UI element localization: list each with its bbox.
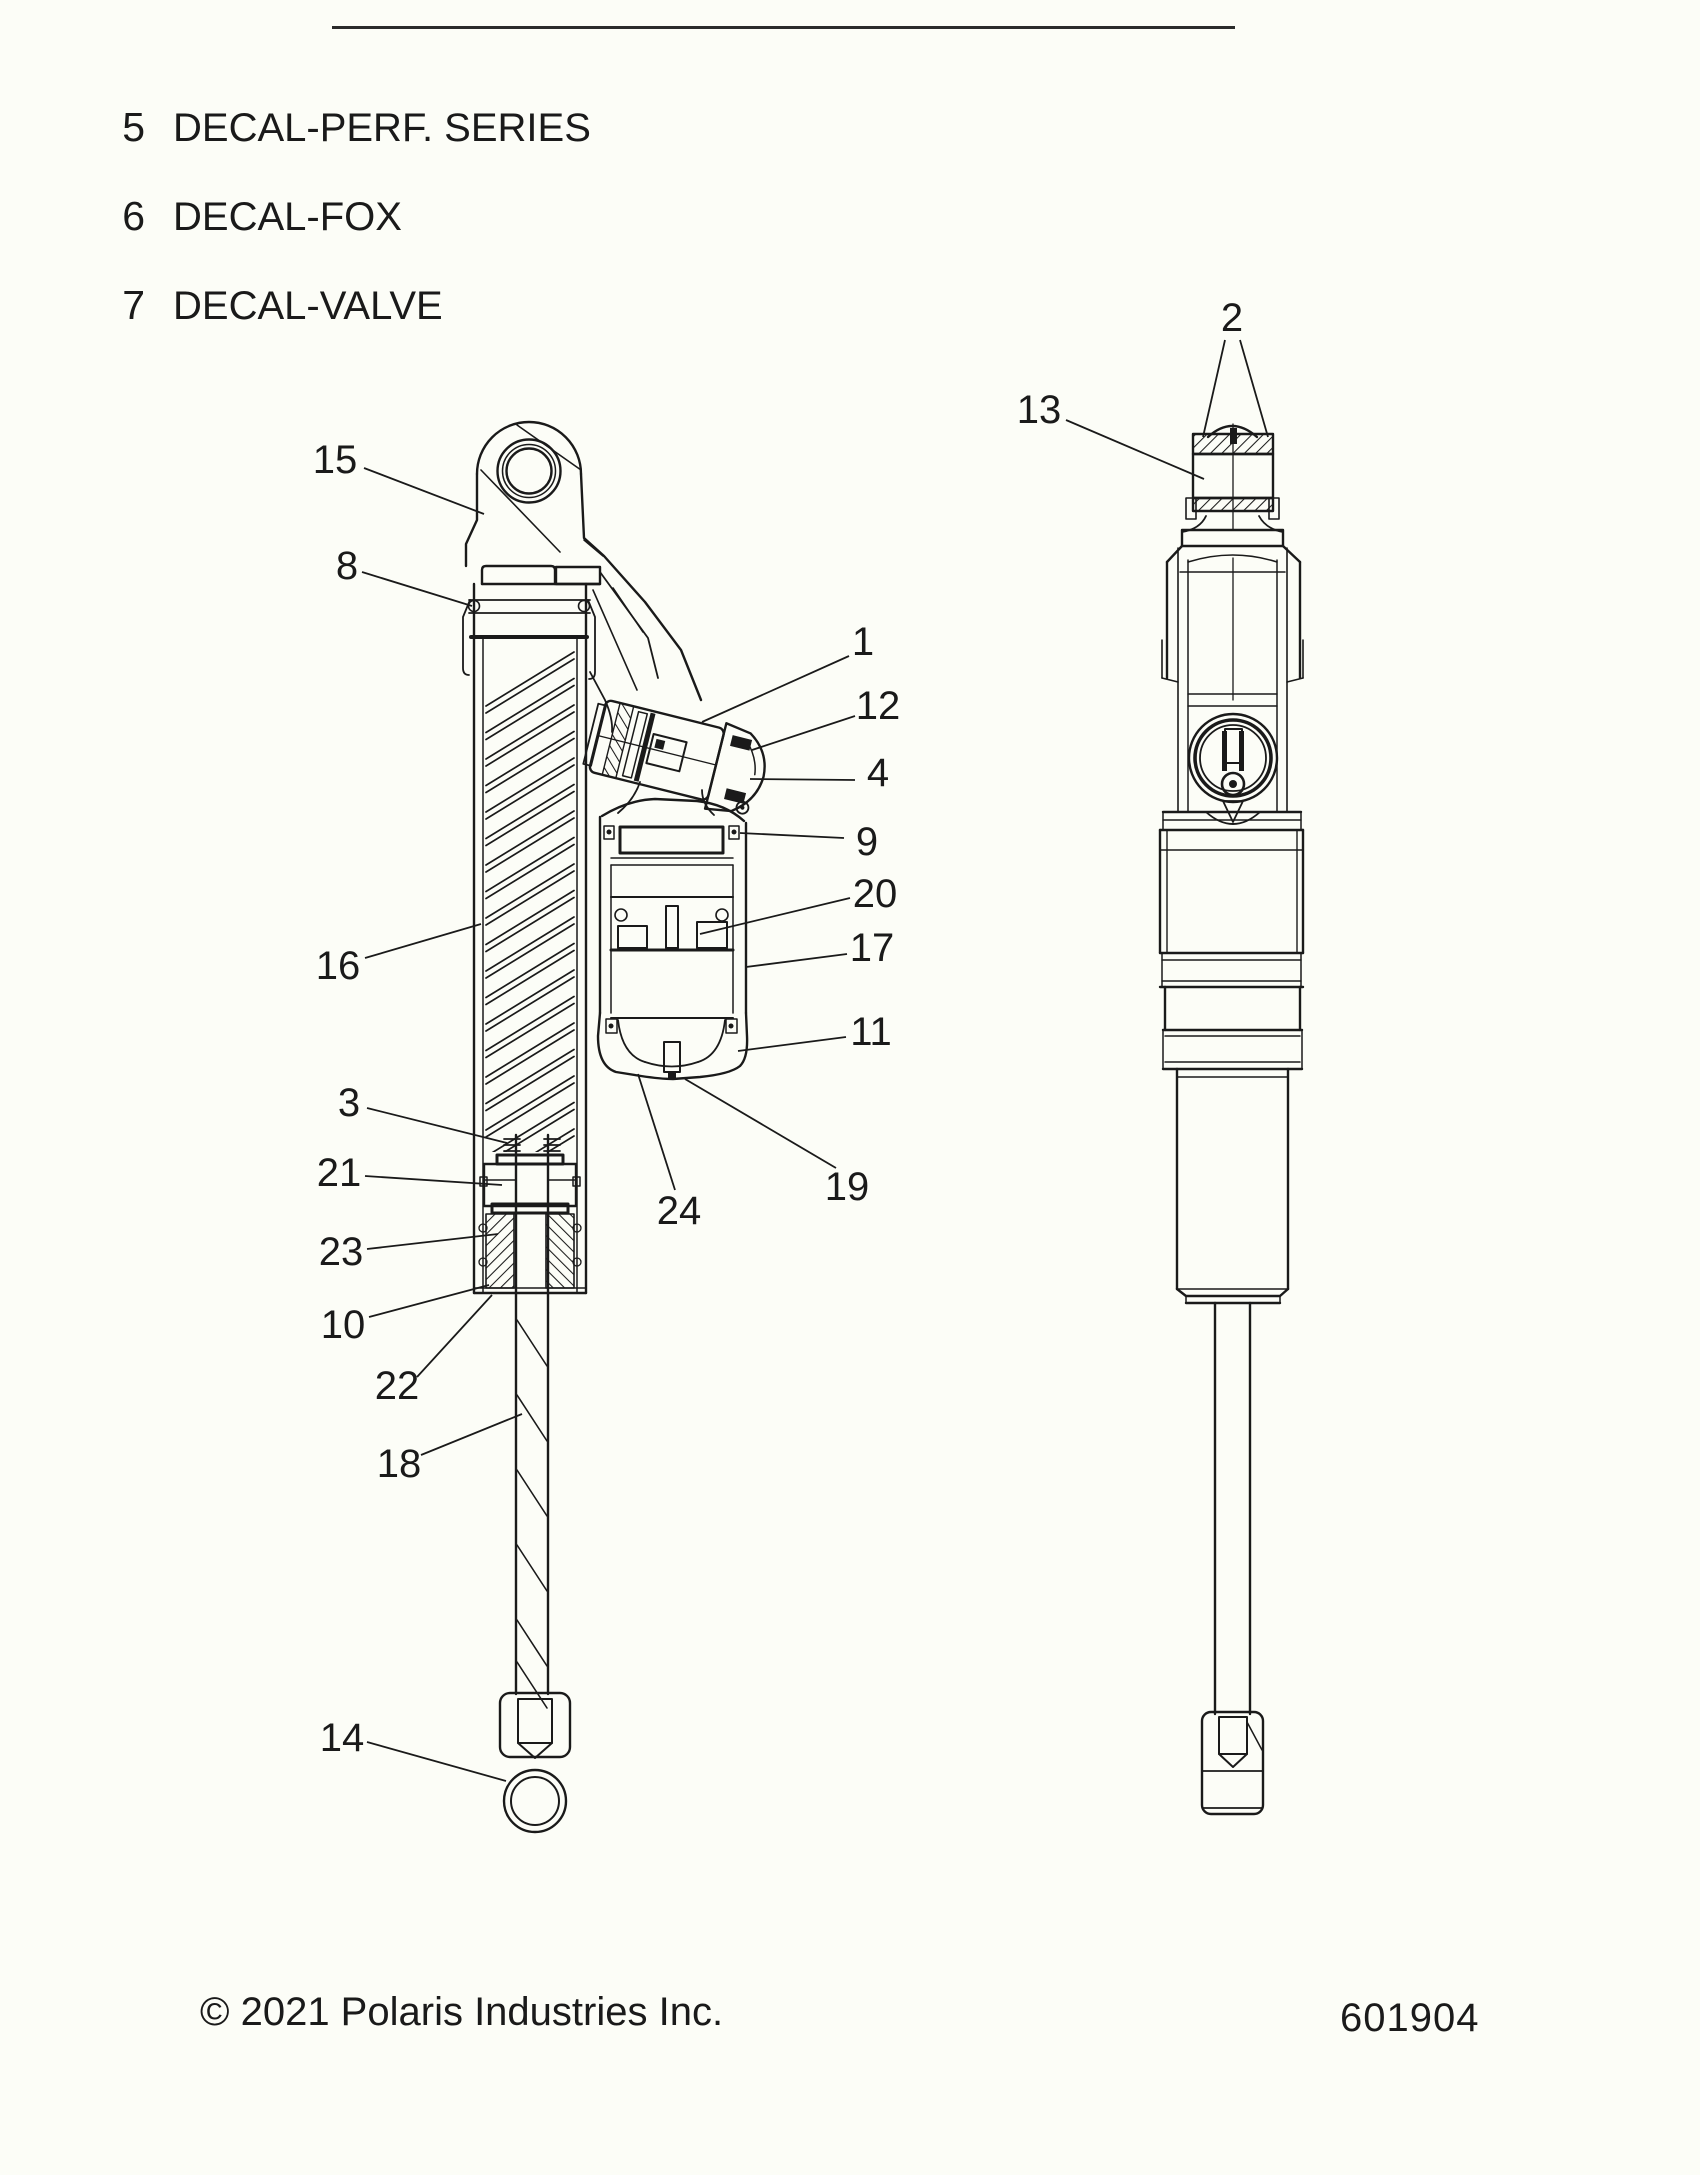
callout-leader-13 [1066,420,1204,479]
callout-label-13: 13 [1016,388,1062,432]
callout-label-11: 11 [850,1010,892,1054]
part-ref: 7 [122,282,145,328]
callout-leader-18 [421,1414,522,1455]
callout-label-22: 22 [374,1364,420,1408]
callout-label-16: 16 [315,944,361,988]
callout-label-12: 12 [855,684,901,728]
callout-layer [313,296,1268,1781]
part-ref: 6 [122,193,145,239]
callout-leader-14 [367,1742,506,1781]
shock-front-view [1160,424,1303,1814]
callout-label-8: 8 [335,544,359,588]
callout-leader-8 [362,572,472,606]
callout-leader-10 [369,1285,489,1317]
callout-leader-15 [364,468,484,514]
callout-label-9: 9 [855,820,879,864]
callout-label-19: 19 [824,1165,870,1209]
callout-label-10: 10 [320,1303,366,1347]
callout-leader-19 [685,1079,836,1168]
callout-leader-16 [365,924,481,958]
callout-leader-1 [702,656,849,722]
callout-label-15: 15 [312,438,358,482]
callout-leader-4 [750,779,855,780]
callout-leader-11 [738,1037,846,1051]
callout-leader-2 [1203,340,1225,437]
callout-leader-17 [746,954,847,967]
shock-side-view [463,422,774,1832]
callout-label-1: 1 [851,620,875,664]
part-label: DECAL-FOX [173,195,402,239]
callout-label-23: 23 [318,1230,364,1274]
callout-label-3: 3 [337,1081,361,1125]
part-label: DECAL-VALVE [173,284,443,328]
callout-label-20: 20 [852,872,898,916]
callout-label-17: 17 [849,926,895,970]
callout-leader-9 [740,833,844,838]
callout-leader-20 [700,898,850,934]
callout-leader-3 [367,1108,507,1143]
callout-label-2: 2 [1220,296,1244,340]
callout-leader-22 [417,1295,492,1377]
callout-label-14: 14 [319,1716,365,1760]
copyright-text: © 2021 Polaris Industries Inc. [200,1990,724,2034]
callout-label-21: 21 [316,1151,362,1195]
callout-leader-24 [638,1074,675,1190]
part-label: DECAL-PERF. SERIES [173,106,591,150]
callout-leader-2 [1240,340,1268,437]
callout-leader-12 [752,716,855,750]
part-ref: 5 [122,104,145,150]
callout-label-18: 18 [376,1442,422,1486]
callout-label-4: 4 [866,751,890,795]
callout-leader-23 [367,1234,498,1249]
figure-number: 601904 [1340,1996,1480,2040]
callout-label-24: 24 [656,1189,702,1233]
